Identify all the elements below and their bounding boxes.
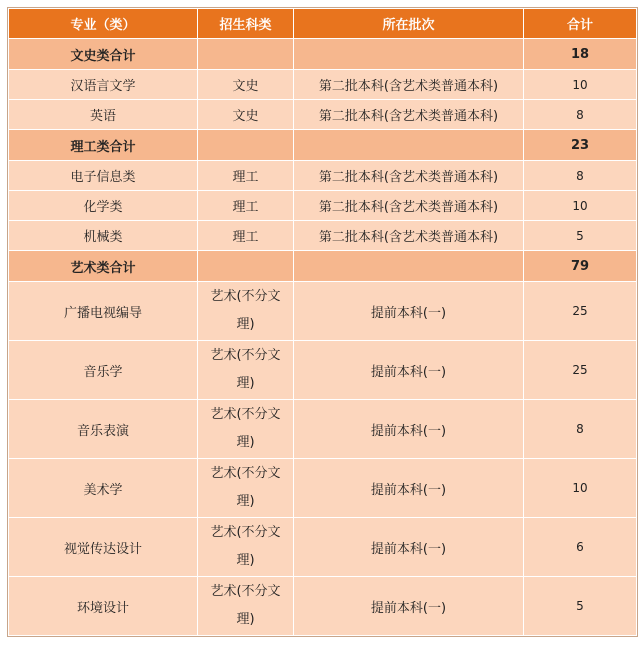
major-cell: 汉语言文学 (9, 70, 198, 100)
category-cell: 艺术(不分文理) (198, 459, 294, 518)
batch-cell: 提前本科(一) (294, 341, 524, 400)
group-name: 理工类合计 (9, 130, 198, 161)
category-cell: 理工 (198, 161, 294, 191)
batch-cell: 提前本科(一) (294, 459, 524, 518)
major-cell: 广播电视编导 (9, 282, 198, 341)
category-cell: 艺术(不分文理) (198, 341, 294, 400)
group-empty-cell (198, 251, 294, 282)
batch-cell: 提前本科(一) (294, 518, 524, 577)
group-row-liberal-arts (9, 39, 637, 70)
group-total: 18 (524, 39, 637, 70)
total-cell: 10 (524, 191, 637, 221)
header-total: 合计 (524, 9, 637, 39)
table-row (9, 577, 637, 636)
batch-cell: 第二批本科(含艺术类普通本科) (294, 70, 524, 100)
category-cell: 文史 (198, 100, 294, 130)
header-batch: 所在批次 (294, 9, 524, 39)
major-cell: 音乐学 (9, 341, 198, 400)
major-cell: 音乐表演 (9, 400, 198, 459)
total-cell: 10 (524, 459, 637, 518)
major-cell: 电子信息类 (9, 161, 198, 191)
batch-cell: 第二批本科(含艺术类普通本科) (294, 100, 524, 130)
major-cell: 英语 (9, 100, 198, 130)
group-row-art (9, 251, 637, 282)
group-total: 23 (524, 130, 637, 161)
batch-cell: 第二批本科(含艺术类普通本科) (294, 191, 524, 221)
table-row (9, 100, 637, 130)
category-cell: 理工 (198, 191, 294, 221)
group-empty-cell (198, 39, 294, 70)
group-empty-cell (294, 251, 524, 282)
batch-cell: 第二批本科(含艺术类普通本科) (294, 161, 524, 191)
table-header-row (9, 9, 637, 39)
group-total: 79 (524, 251, 637, 282)
table-row (9, 341, 637, 400)
table-row (9, 400, 637, 459)
category-cell: 艺术(不分文理) (198, 400, 294, 459)
major-cell: 视觉传达设计 (9, 518, 198, 577)
total-cell: 5 (524, 577, 637, 636)
category-cell: 艺术(不分文理) (198, 577, 294, 636)
major-cell: 机械类 (9, 221, 198, 251)
major-cell: 美术学 (9, 459, 198, 518)
group-empty-cell (198, 130, 294, 161)
batch-cell: 第二批本科(含艺术类普通本科) (294, 221, 524, 251)
major-cell: 化学类 (9, 191, 198, 221)
category-cell: 理工 (198, 221, 294, 251)
total-cell: 8 (524, 100, 637, 130)
total-cell: 10 (524, 70, 637, 100)
header-category: 招生科类 (198, 9, 294, 39)
group-name: 艺术类合计 (9, 251, 198, 282)
batch-cell: 提前本科(一) (294, 400, 524, 459)
table-row (9, 161, 637, 191)
group-empty-cell (294, 130, 524, 161)
total-cell: 8 (524, 161, 637, 191)
major-cell: 环境设计 (9, 577, 198, 636)
total-cell: 5 (524, 221, 637, 251)
category-cell: 文史 (198, 70, 294, 100)
table-row (9, 282, 637, 341)
total-cell: 6 (524, 518, 637, 577)
table-row (9, 221, 637, 251)
category-cell: 艺术(不分文理) (198, 282, 294, 341)
category-cell: 艺术(不分文理) (198, 518, 294, 577)
group-row-science (9, 130, 637, 161)
table-row (9, 518, 637, 577)
total-cell: 25 (524, 341, 637, 400)
total-cell: 25 (524, 282, 637, 341)
table-row (9, 70, 637, 100)
table-row (9, 459, 637, 518)
group-empty-cell (294, 39, 524, 70)
table-row (9, 191, 637, 221)
header-major: 专业（类） (9, 9, 198, 39)
group-name: 文史类合计 (9, 39, 198, 70)
batch-cell: 提前本科(一) (294, 282, 524, 341)
total-cell: 8 (524, 400, 637, 459)
enrollment-plan-table (8, 8, 637, 636)
batch-cell: 提前本科(一) (294, 577, 524, 636)
